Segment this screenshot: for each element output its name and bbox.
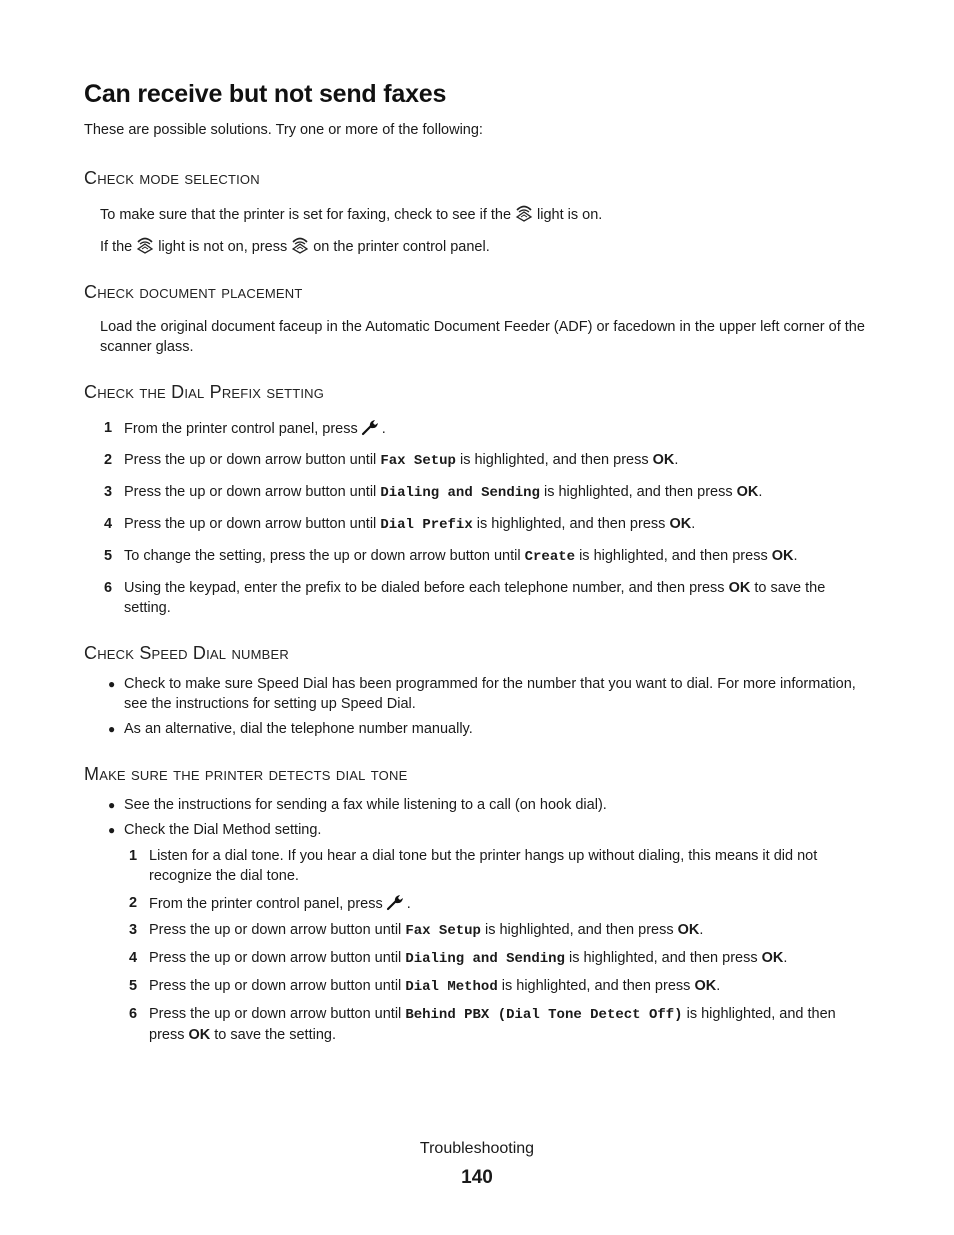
page-number: 140: [461, 1167, 493, 1188]
bullet-icon: ●: [108, 823, 116, 837]
fax-icon: [135, 236, 155, 260]
wrench-icon: [361, 418, 379, 442]
heading-check-speed-dial: Check Speed Dial number: [84, 643, 289, 663]
heading-check-mode: Check mode selection: [84, 168, 260, 188]
bullet-icon: ●: [108, 722, 116, 736]
placement-paragraph: Load the original document faceup in the Automatic Document Feeder (ADF) or facedown in the upper left corner of the scanner glass.: [100, 319, 865, 355]
mode-paragraph-2: If the light is not on, press on the printer control panel.: [100, 236, 875, 260]
page-title: Can receive but not send faxes: [84, 80, 447, 108]
wrench-icon: [386, 893, 404, 917]
heading-check-prefix: Check the Dial Prefix setting: [84, 382, 325, 402]
bullet-icon: ●: [108, 798, 116, 812]
footer-section-label: Troubleshooting: [419, 1140, 535, 1157]
fax-icon: [514, 204, 534, 228]
fax-icon: [290, 236, 310, 260]
heading-detect-dial-tone: Make sure the printer detects dial tone: [84, 764, 408, 784]
bullet-icon: ●: [108, 677, 116, 691]
intro-text: These are possible solutions. Try one or more of the following:: [84, 122, 483, 138]
manual-page: Can receive but not send faxes These are possible solutions. Try one or more of the following: Check mode selection To make sure that the printer is set for faxing, check to see if the light is on. If the light is not on, press on the printer control panel. Check document placement Load the original document faceup in the Automatic Document Feeder (ADF) or facedown in the upper left corner of the scanner glass. Check the Dial Prefix setting 1 From the printer control panel, press . 2 Press the up or down arrow button until Fax Setup is highlighted, and then press OK. 3 Press the up or down arrow button until Dialing and Sending is highlighted, and then press OK. 4 Press the up or down arrow button until Dial Prefix is highlighted, and then press OK. 5 To change the setting, press the up or down arrow button until Create is highlighted, and then press OK. 6 Using the keypad, enter the prefix to be dialed before each telephone number, and then press OK to save the setting. Check Speed Dial number ● Check to make sure Speed Dial has been programmed for the number that you want to dial. For more information, see the instructions for setting up Speed Dial. ● As an alternative, dial the telephone number manually. Make sure the printer detects dial tone ● See the instructions for sending a fax while listening to a call (on hook dial). ● Check the Dial Method setting. 1 Listen for a dial tone. If you hear a dial tone but the printer hangs up without dialing, this means it did not recognize the dial tone. 2 From the printer control panel, press . 3 Press the up or down arrow button until Fax Setup is highlighted, and then press OK. 4 Press the up or down arrow button until Dialing and Sending is highlighted, and then press OK. 5 Press the up or down arrow button until Dial Method is highlighted, and then press OK. 6 Press the up or down arrow button until Behind PBX (Dial Tone Detect Off) is highlighted, and then press OK to save the setting. Troubleshooting 140: [0, 0, 954, 1235]
heading-check-placement: Check document placement: [84, 282, 303, 302]
mode-paragraph-1: To make sure that the printer is set for faxing, check to see if the light is on.: [100, 204, 875, 228]
